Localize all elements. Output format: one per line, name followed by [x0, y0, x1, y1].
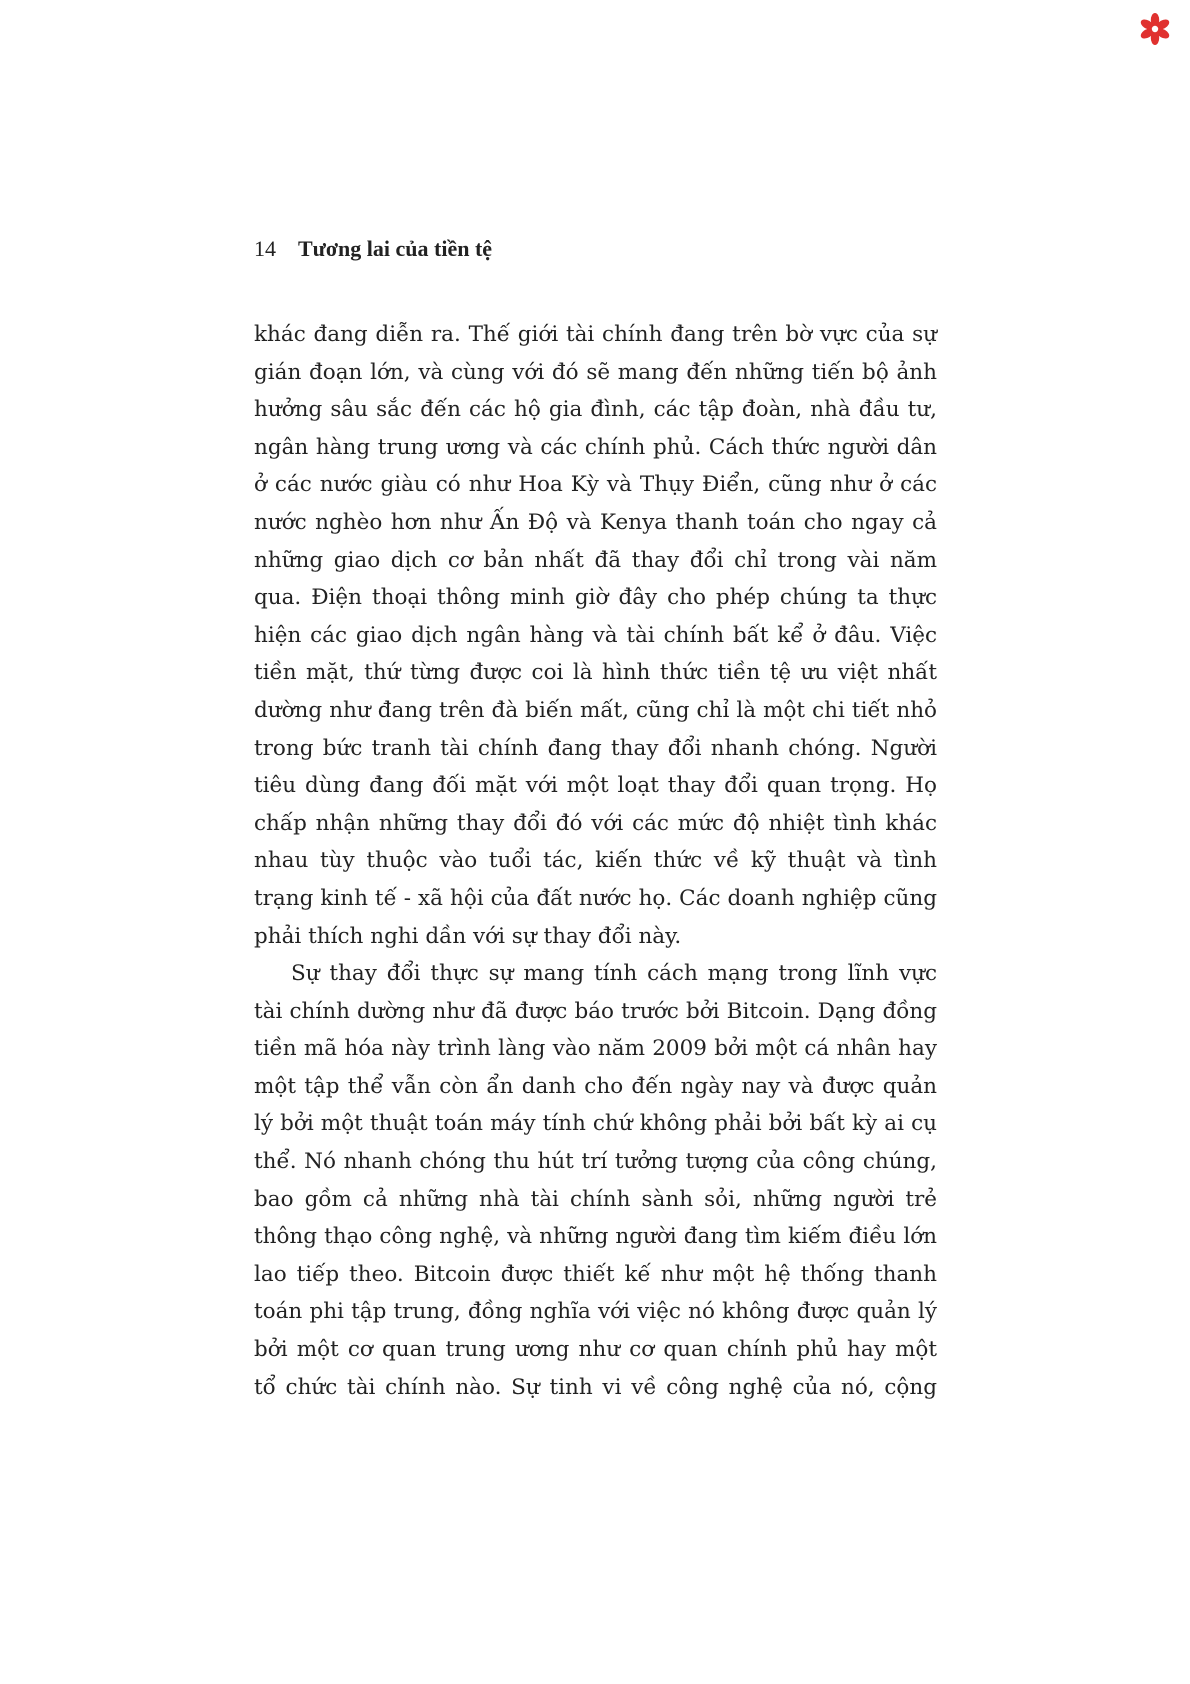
publisher-logo [1138, 12, 1172, 46]
paragraph-1: khác đang diễn ra. Thế giới tài chính đang trên bờ vực của sự gián đoạn lớn, và cùng với đó sẽ mang đến những tiến bộ ảnh hưởng sâu sắc đến các hộ gia đình, các tập đoàn, nhà đầu tư, ngân hàng trung ương và các chính phủ. Cách thức người dân ở các nước giàu có như Hoa Kỳ và Thụy Điển, cũng như ở các nước nghèo hơn như Ấn Độ và Kenya thanh toán cho ngay cả những giao dịch cơ bản nhất đã thay đổi chỉ trong vài năm qua. Điện thoại thông minh giờ đây cho phép chúng ta thực hiện các giao dịch ngân hàng và tài chính bất kể ở đâu. Việc tiền mặt, thứ từng được coi là hình thức tiền tệ ưu việt nhất dường như đang trên đà biến mất, cũng chỉ là một chi tiết nhỏ trong bức tranh tài chính đang thay đổi nhanh chóng. Người tiêu dùng đang đối mặt với một loạt thay đổi quan trọng. Họ chấp nhận những thay đổi đó với các mức độ nhiệt tình khác nhau tùy thuộc vào tuổi tác, kiến thức về kỹ thuật và tình trạng kinh tế - xã hội của đất nước họ. Các doanh nghiệp cũng phải thích nghi dần với sự thay đổi này. [254, 322, 937, 949]
page-number: 14 [254, 236, 276, 261]
body-text [254, 316, 937, 1406]
flower-logo-icon [1138, 12, 1172, 46]
book-title: Tương lai của tiền tệ [298, 236, 493, 261]
paragraph-2: Sự thay đổi thực sự mang tính cách mạng trong lĩnh vực tài chính dường như đã được báo trước bởi Bitcoin. Dạng đồng tiền mã hóa này trình làng vào năm 2009 bởi một cá nhân hay một tập thể vẫn còn ẩn danh cho đến ngày nay và được quản lý bởi một thuật toán máy tính chứ không phải bởi bất kỳ ai cụ thể. Nó nhanh chóng thu hút trí tưởng tượng của công chúng, bao gồm cả những nhà tài chính sành sỏi, những người trẻ thông thạo công nghệ, và những người đang tìm kiếm điều lớn lao tiếp theo. Bitcoin được thiết kế như một hệ thống thanh toán phi tập trung, đồng nghĩa với việc nó không được quản lý bởi một cơ quan trung ương như cơ quan chính phủ hay một tổ chức tài chính nào. Sự tinh vi về công nghệ của nó, cộng [254, 961, 937, 1400]
running-header [254, 236, 492, 262]
